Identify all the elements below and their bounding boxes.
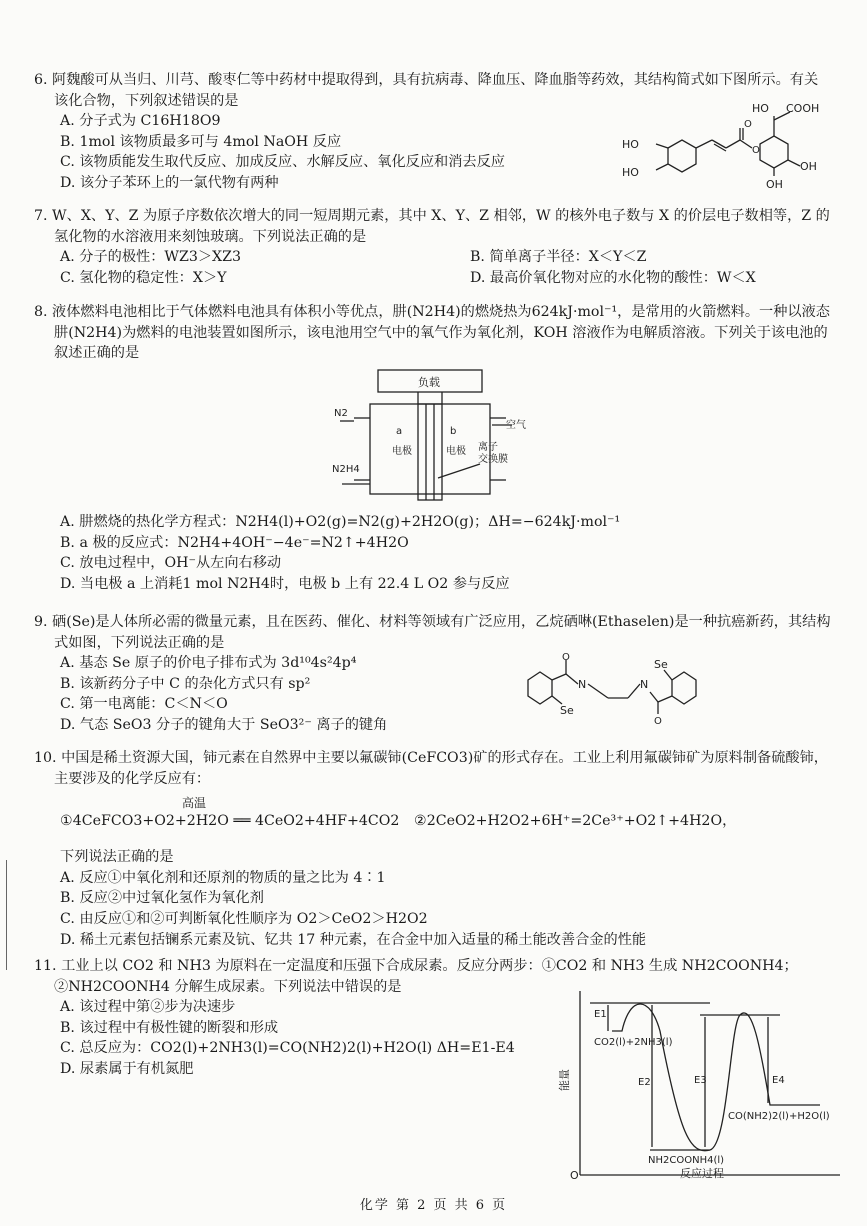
question-9-option-a: A. 基态 Se 原子的价电子排布式为 3d¹⁰4s²4p⁴ (60, 655, 357, 672)
question-6-option-a: A. 分子式为 C16H18O9 (60, 113, 221, 130)
y-axis-label: 能量 (558, 1069, 571, 1091)
question-10-option-d: D. 稀土元素包括镧系元素及钪、钇共 17 种元素，在合金中加入适量的稀土能改善合金的性能 (60, 931, 647, 948)
question-8-options (34, 512, 834, 594)
origin-label: O (570, 1169, 579, 1182)
question-10-option-a: A. 反应①中氧化剂和还原剂的物质的量之比为 4∶1 (60, 869, 386, 886)
question-8-option-d: D. 当电极 a 上消耗1 mol N2H4时，电极 b 上有 22.4 L O2 参与反应 (60, 575, 510, 592)
reactant-label: CO2(l)+2NH3(l) (594, 1037, 673, 1048)
se-label-2: Se (654, 658, 668, 671)
fuel-cell-figure (330, 368, 530, 508)
e1-label: E1 (594, 1009, 607, 1020)
question-9-option-c: C. 第一电离能：C＜N＜O (60, 696, 228, 713)
question-11-stem: 11. 工业上以 CO2 和 NH3 为原料在一定温度和压强下合成尿素。反应分两步：①CO2 和 NH3 生成 NH2COONH4；②NH2COONH4 分解生成尿素。下列说法中错误的是 (34, 958, 798, 995)
equation-1: ①4CeFCO3+O2+2H2O ══ 4CeO2+4HF+4CO2 (60, 813, 400, 830)
question-8-option-c: C. 放电过程中，OH⁻从左向右移动 (60, 555, 282, 572)
oh-label-1: OH (800, 160, 817, 173)
question-10-prompt: 下列说法正确的是 (60, 849, 174, 866)
membrane-label-2: 交换膜 (478, 454, 508, 465)
question-6-option-d: D. 该分子苯环上的一氯代物有两种 (60, 174, 279, 191)
question-9-stem: 9. 硒(Se)是人体所必需的微量元素，且在医药、催化、材料等领域有广泛应用，乙烷硒啉(Ethaselen)是一种抗癌新药，其结构式如图，下列说法正确的是 (34, 614, 831, 651)
question-9-option-d: D. 气态 SeO3 分子的键角大于 SeO3²⁻ 离子的键角 (60, 716, 388, 733)
intermediate-label: NH2COONH4(l) (648, 1155, 725, 1166)
question-8-option-a: A. 肼燃烧的热化学方程式：N2H4(l)+O2(g)=N2(g)+2H2O(g)；ΔH=−624kJ·mol⁻¹ (60, 514, 621, 530)
electrode-a-label: a (396, 426, 403, 437)
product-label: CO(NH2)2(l)+H2O(l) (728, 1111, 830, 1122)
n2-label: N2 (334, 408, 348, 419)
x-axis-label: 反应过程 (680, 1167, 724, 1180)
question-11-option-a: A. 该过程中第②步为决速步 (60, 999, 236, 1016)
question-9-option-b: B. 该新药分子中 C 的杂化方式只有 sp² (60, 675, 311, 692)
n-label-2: N (640, 678, 649, 691)
electrode-text-b: 电极 (446, 446, 466, 457)
svg-text:O: O (744, 119, 752, 130)
ho-label-3: HO (752, 102, 769, 115)
question-7-stem: 7. W、X、Y、Z 为原子序数依次增大的同一短周期元素，其中 X、Y、Z 相邻，W 的核外电子数与 X 的价层电子数相等，Z 的氢化物的水溶液用来刻蚀玻璃。下列说法正确的是 (34, 208, 830, 245)
ferulic-structure-figure (618, 98, 843, 198)
n-label-1: N (578, 678, 587, 691)
question-11-option-b: B. 该过程中有极性键的断裂和形成 (60, 1019, 279, 1036)
question-10-stem: 10. 中国是稀土资源大国，铈元素在自然界中主要以氟碳铈(CeFCO3)矿的形式存在。工业上利用氟碳铈矿为原料制备硫酸铈，主要涉及的化学反应有： (34, 750, 828, 787)
svg-text:O: O (752, 145, 760, 156)
e4-label: E4 (772, 1075, 785, 1086)
e3-label: E3 (694, 1075, 707, 1086)
question-7 (34, 206, 834, 288)
e2-label: E2 (638, 1077, 651, 1088)
question-10-option-c: C. 由反应①和②可判断氧化性顺序为 O2＞CeO2＞H2O2 (60, 910, 428, 927)
cyclohexane-ring (760, 136, 788, 168)
ho-label-1: HO (622, 138, 639, 151)
membrane-label-1: 离子 (478, 442, 498, 453)
load-label: 负载 (418, 376, 440, 389)
page-footer: 化学 第 2 页 共 6 页 (359, 1198, 508, 1213)
question-11-option-c: C. 总反应为：CO2(l)+2NH3(l)=CO(NH2)2(l)+H2O(l) ΔH=E1-E4 (60, 1040, 515, 1057)
question-10 (34, 748, 834, 950)
question-7-option-d: D. 最高价氧化物对应的水化物的酸性：W＜X (470, 269, 756, 286)
energy-profile-figure (560, 985, 850, 1185)
question-7-option-c: C. 氢化物的稳定性：X＞Y (60, 269, 227, 286)
question-8 (34, 302, 834, 364)
question-10-equations (34, 789, 834, 837)
question-11-option-d: D. 尿素属于有机氮肥 (60, 1060, 194, 1077)
ethaselen-structure-figure (520, 652, 720, 727)
question-6-option-b: B. 1mol 该物质最多可与 4mol NaOH 反应 (60, 133, 342, 150)
benzene-ring (668, 140, 696, 172)
n2h4-label: N2H4 (332, 464, 360, 475)
question-8-stem: 8. 液体燃料电池相比于气体燃料电池具有体积小等优点，肼(N2H4)的燃烧热为624kJ·mol⁻¹，是常用的火箭燃料。一种以液态肼(N2H4)为燃料的电池装置如图所示，该电池用空气中的氧气作为氧化剂，KOH 溶液作为电解质溶液。下列关于该电池的叙述正确的是 (34, 304, 830, 362)
electrode-b-label: b (450, 426, 457, 437)
question-6-stem: 6. 阿魏酸可从当归、川芎、酸枣仁等中药材中提取得到，具有抗病毒、降血压、降血脂等药效，其结构简式如下图所示。有关该化合物，下列叙述错误的是 (34, 72, 819, 109)
question-7-option-b: B. 简单离子半径：X＜Y＜Z (470, 249, 647, 266)
air-label: 空气 (506, 420, 526, 431)
question-10-option-b: B. 反应②中过氧化氢作为氧化剂 (60, 890, 264, 907)
svg-text:O: O (654, 716, 662, 727)
se-label-1: Se (560, 704, 574, 717)
scan-artifact-line (6, 860, 7, 970)
svg-text:O: O (562, 652, 570, 663)
question-8-option-b: B. a 极的反应式：N2H4+4OH⁻−4e⁻=N2↑+4H2O (60, 534, 409, 551)
question-7-options (60, 247, 834, 288)
electrode-text-a: 电极 (392, 446, 412, 457)
question-7-option-a: A. 分子的极性：WZ3＞XZ3 (60, 249, 242, 266)
equation-2: ②2CeO2+H2O2+6H⁺=2Ce³⁺+O2↑+4H2O， (414, 813, 737, 830)
eq1-condition: 高温 (182, 796, 207, 811)
cooh-label: COOH (786, 102, 820, 115)
ho-label-2: HO (622, 166, 639, 179)
oh-label-2: OH (766, 178, 783, 191)
question-6-option-c: C. 该物质能发生取代反应、加成反应、水解反应、氧化反应和消去反应 (60, 154, 505, 171)
